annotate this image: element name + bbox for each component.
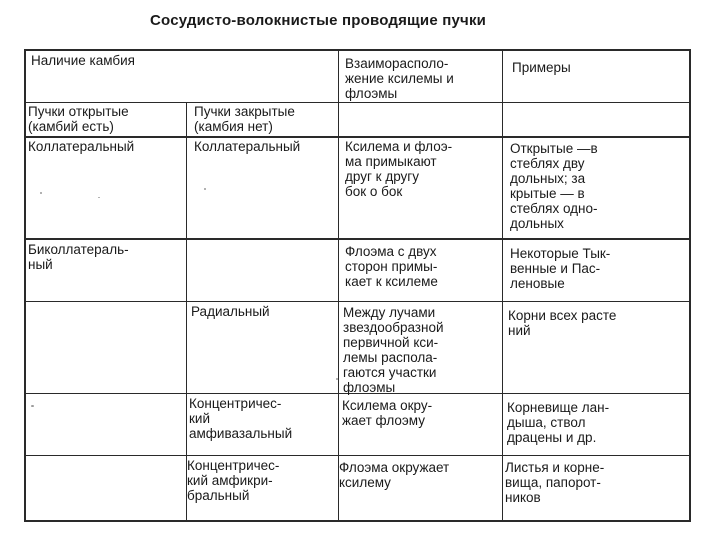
table-rule [24,136,691,138]
row-3-examples: Корни всех расте ний [508,308,617,338]
row-2-open: Биколлатераль- ный [28,242,129,272]
table-col-rule [502,49,503,522]
table-rule [24,455,691,456]
table-border-left [24,49,26,522]
header-examples: Примеры [512,60,571,75]
table-rule [24,238,691,240]
row-4-closed: Концентричес- кий амфивазальный [189,396,293,441]
subheader-open-bundles: Пучки открытые (камбий есть) [28,104,129,134]
row-3-closed: Радиальный [191,304,270,319]
table-border-top [24,49,691,51]
scan-speck [336,378,338,380]
header-arrangement: Взаиморасполо- жение ксилемы и флоэмы [345,56,454,101]
row-4-arrangement: Ксилема окру- жает флоэму [342,398,433,428]
table-border-bottom [24,520,691,522]
scan-speck [31,405,34,407]
page-title: Сосудисто-волокнистые проводящие пучки [150,12,487,29]
row-2-examples: Некоторые Тык- венные и Пас- леновые [510,246,611,291]
scan-speck [204,188,206,190]
row-1-closed: Коллатеральный [194,139,301,154]
row-1-open: Коллатеральный [28,139,135,154]
table-col-rule [338,49,339,522]
row-1-arrangement: Ксилема и флоэ- ма примыкают друг к другу бок о бок [345,139,453,199]
table-rule [24,102,691,103]
header-cambium: Наличие камбия [31,53,135,68]
scan-speck [40,192,42,194]
row-1-examples: Открытые —в стеблях дву дольных; за крытые — в стеблях одно- дольных [510,141,598,231]
row-4-examples: Корневище лан- дыша, ствол драцены и др. [507,400,610,445]
table-border-right [689,49,691,522]
row-3-arrangement: Между лучами звездообразной первичной кси- лемы распола- гаются участки флоэмы [343,305,444,395]
scan-speck [98,197,100,198]
subheader-closed-bundles: Пучки закрытые (камбия нет) [194,104,295,134]
row-5-arrangement: Флоэма окружает ксилему [339,460,450,490]
row-5-closed: Концентричес- кий амфикри- бральный [187,458,280,503]
table-rule [24,301,691,302]
row-2-arrangement: Флоэма с двух сторон примы- кает к ксилеме [345,244,438,289]
row-5-examples: Листья и корне- вища, папорот- ников [505,460,605,505]
